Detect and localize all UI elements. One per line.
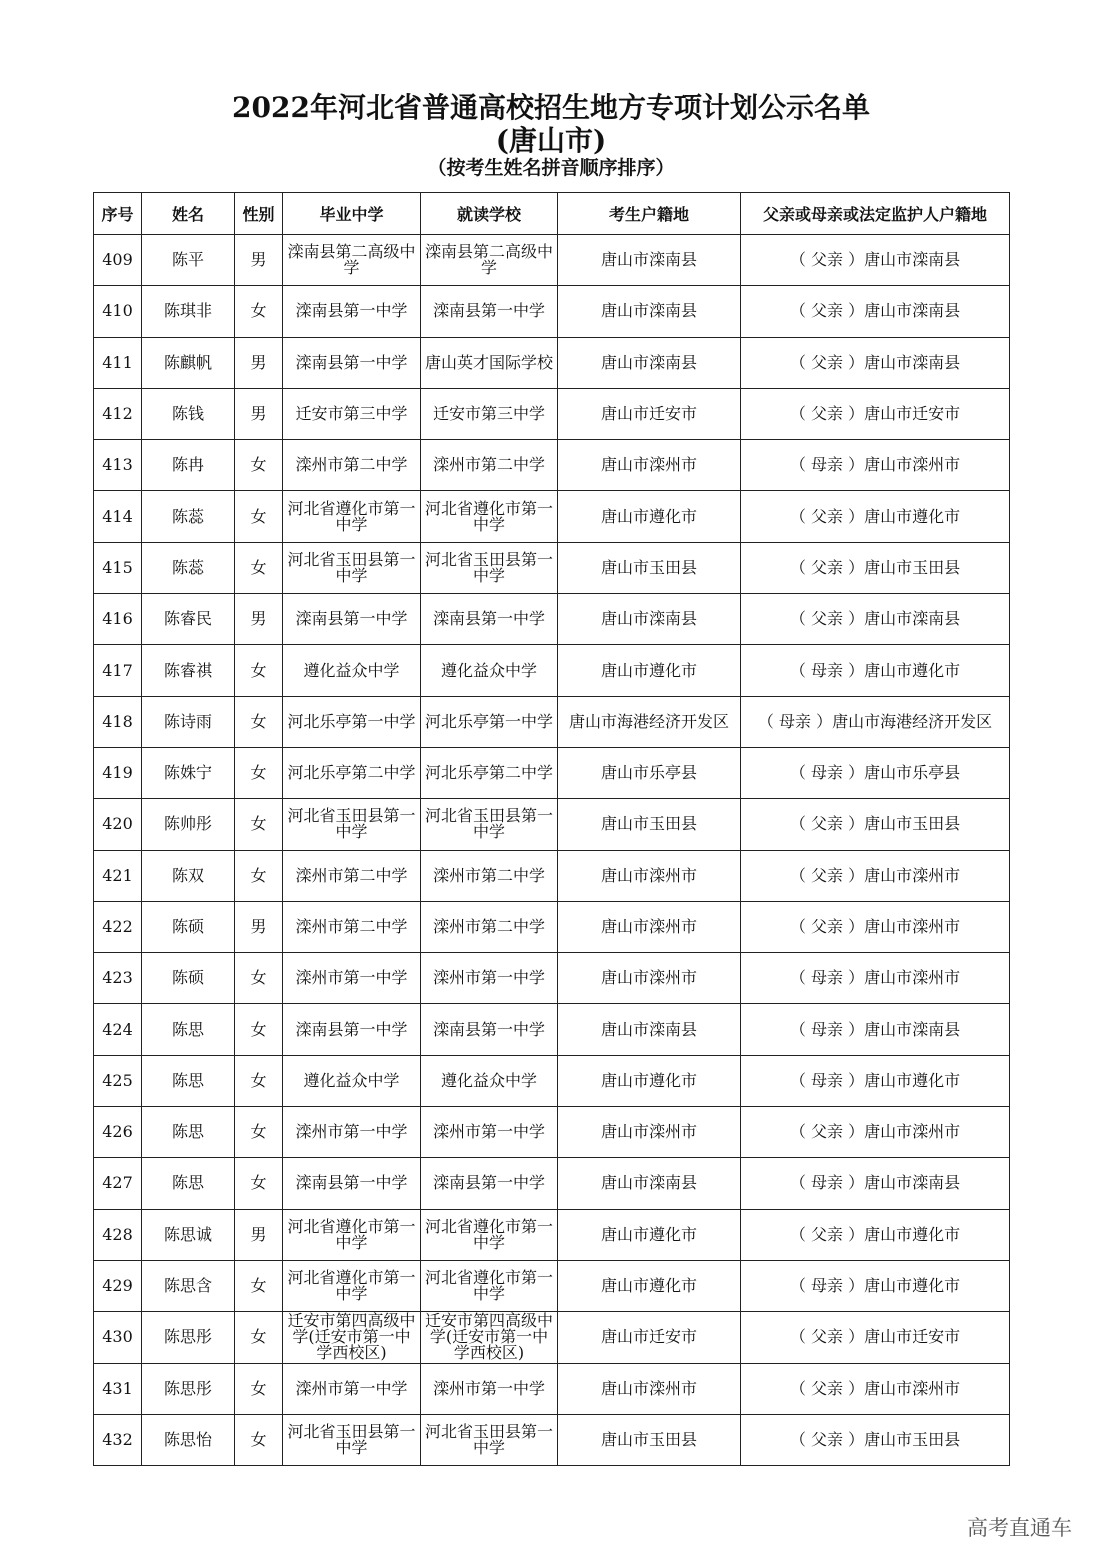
column-header-guardian-hukou: 父亲或母亲或法定监护人户籍地 — [741, 193, 1010, 235]
table-row — [94, 491, 1010, 542]
cell-current-school: 滦州市第一中学 — [421, 1363, 558, 1414]
table-row — [94, 645, 1010, 696]
cell-guardian-hukou: （ 父亲 ）唐山市滦州市 — [741, 850, 1010, 901]
cell-graduation-school: 遵化益众中学 — [283, 645, 421, 696]
cell-guardian-hukou: （ 父亲 ）唐山市迁安市 — [741, 388, 1010, 439]
cell-name: 陈思 — [142, 1004, 235, 1055]
cell-graduation-school: 河北省遵化市第一中学 — [283, 491, 421, 542]
cell-gender: 男 — [235, 1209, 283, 1260]
cell-gender: 女 — [235, 286, 283, 337]
cell-seq: 416 — [94, 594, 142, 645]
cell-gender: 男 — [235, 901, 283, 952]
table-row — [94, 747, 1010, 798]
table-row — [94, 1107, 1010, 1158]
cell-student-hukou: 唐山市海港经济开发区 — [558, 696, 741, 747]
cell-guardian-hukou: （ 父亲 ）唐山市滦南县 — [741, 337, 1010, 388]
cell-guardian-hukou: （ 父亲 ）唐山市遵化市 — [741, 491, 1010, 542]
cell-name: 陈帅彤 — [142, 799, 235, 850]
cell-name: 陈睿民 — [142, 594, 235, 645]
cell-name: 陈诗雨 — [142, 696, 235, 747]
cell-name: 陈思怡 — [142, 1414, 235, 1465]
cell-gender: 女 — [235, 440, 283, 491]
table-row — [94, 594, 1010, 645]
cell-guardian-hukou: （ 母亲 ）唐山市滦州市 — [741, 440, 1010, 491]
table-body — [94, 235, 1010, 1466]
cell-gender: 女 — [235, 491, 283, 542]
cell-name: 陈思 — [142, 1055, 235, 1106]
cell-guardian-hukou: （ 母亲 ）唐山市滦南县 — [741, 1004, 1010, 1055]
cell-graduation-school: 迁安市第三中学 — [283, 388, 421, 439]
cell-current-school: 滦州市第一中学 — [421, 953, 558, 1004]
cell-graduation-school: 滦南县第一中学 — [283, 1004, 421, 1055]
table-row — [94, 953, 1010, 1004]
table-row — [94, 1312, 1010, 1363]
table-row — [94, 1363, 1010, 1414]
cell-student-hukou: 唐山市滦州市 — [558, 1107, 741, 1158]
cell-graduation-school: 河北省遵化市第一中学 — [283, 1209, 421, 1260]
cell-gender: 女 — [235, 1414, 283, 1465]
cell-graduation-school: 滦州市第二中学 — [283, 850, 421, 901]
cell-name: 陈蕊 — [142, 542, 235, 593]
cell-graduation-school: 河北省玉田县第一中学 — [283, 542, 421, 593]
cell-name: 陈琪非 — [142, 286, 235, 337]
cell-student-hukou: 唐山市滦南县 — [558, 286, 741, 337]
cell-gender: 女 — [235, 747, 283, 798]
cell-graduation-school: 滦州市第一中学 — [283, 1107, 421, 1158]
cell-seq: 430 — [94, 1312, 142, 1363]
cell-name: 陈硕 — [142, 901, 235, 952]
column-header-current-school: 就读学校 — [421, 193, 558, 235]
cell-seq: 419 — [94, 747, 142, 798]
cell-graduation-school: 遵化益众中学 — [283, 1055, 421, 1106]
cell-current-school: 滦州市第二中学 — [421, 901, 558, 952]
cell-gender: 女 — [235, 1312, 283, 1363]
cell-gender: 男 — [235, 388, 283, 439]
cell-current-school: 滦州市第二中学 — [421, 850, 558, 901]
table-row — [94, 440, 1010, 491]
cell-current-school: 遵化益众中学 — [421, 645, 558, 696]
cell-current-school: 滦州市第二中学 — [421, 440, 558, 491]
cell-graduation-school: 滦南县第一中学 — [283, 337, 421, 388]
cell-current-school: 河北省遵化市第一中学 — [421, 1209, 558, 1260]
cell-graduation-school: 河北省玉田县第一中学 — [283, 1414, 421, 1465]
cell-gender: 女 — [235, 799, 283, 850]
cell-student-hukou: 唐山市滦南县 — [558, 594, 741, 645]
cell-guardian-hukou: （ 母亲 ）唐山市遵化市 — [741, 1055, 1010, 1106]
cell-student-hukou: 唐山市滦南县 — [558, 1158, 741, 1209]
cell-gender: 女 — [235, 1158, 283, 1209]
cell-guardian-hukou: （ 父亲 ）唐山市滦南县 — [741, 235, 1010, 286]
cell-gender: 女 — [235, 1107, 283, 1158]
table-row — [94, 1158, 1010, 1209]
cell-guardian-hukou: （ 母亲 ）唐山市海港经济开发区 — [741, 696, 1010, 747]
cell-current-school: 滦南县第一中学 — [421, 1158, 558, 1209]
cell-name: 陈冉 — [142, 440, 235, 491]
cell-guardian-hukou: （ 父亲 ）唐山市玉田县 — [741, 542, 1010, 593]
cell-gender: 女 — [235, 542, 283, 593]
cell-student-hukou: 唐山市滦州市 — [558, 1363, 741, 1414]
cell-current-school: 滦南县第一中学 — [421, 594, 558, 645]
table-row — [94, 1260, 1010, 1311]
watermark-text: 高考直通车 — [967, 1516, 1072, 1540]
cell-graduation-school: 河北乐亭第二中学 — [283, 747, 421, 798]
cell-graduation-school: 滦南县第一中学 — [283, 1158, 421, 1209]
column-header-seq: 序号 — [94, 193, 142, 235]
cell-graduation-school: 河北乐亭第一中学 — [283, 696, 421, 747]
cell-guardian-hukou: （ 母亲 ）唐山市遵化市 — [741, 1260, 1010, 1311]
cell-current-school: 滦州市第一中学 — [421, 1107, 558, 1158]
cell-name: 陈钱 — [142, 388, 235, 439]
cell-student-hukou: 唐山市滦州市 — [558, 901, 741, 952]
table-row — [94, 1004, 1010, 1055]
cell-gender: 女 — [235, 645, 283, 696]
cell-guardian-hukou: （ 父亲 ）唐山市玉田县 — [741, 1414, 1010, 1465]
cell-seq: 428 — [94, 1209, 142, 1260]
cell-student-hukou: 唐山市遵化市 — [558, 1055, 741, 1106]
cell-name: 陈睿祺 — [142, 645, 235, 696]
cell-gender: 女 — [235, 850, 283, 901]
cell-seq: 413 — [94, 440, 142, 491]
cell-name: 陈思 — [142, 1158, 235, 1209]
column-header-student-hukou: 考生户籍地 — [558, 193, 741, 235]
cell-student-hukou: 唐山市遵化市 — [558, 1260, 741, 1311]
cell-graduation-school: 滦南县第二高级中学 — [283, 235, 421, 286]
cell-graduation-school: 河北省遵化市第一中学 — [283, 1260, 421, 1311]
cell-current-school: 迁安市第四高级中学(迁安市第一中学西校区) — [421, 1312, 558, 1363]
cell-seq: 422 — [94, 901, 142, 952]
cell-name: 陈硕 — [142, 953, 235, 1004]
cell-student-hukou: 唐山市滦州市 — [558, 440, 741, 491]
cell-guardian-hukou: （ 父亲 ）唐山市滦南县 — [741, 286, 1010, 337]
page-title: 2022年河北省普通高校招生地方专项计划公示名单 — [232, 91, 870, 124]
cell-name: 陈思彤 — [142, 1312, 235, 1363]
cell-guardian-hukou: （ 母亲 ）唐山市滦州市 — [741, 953, 1010, 1004]
table-row — [94, 337, 1010, 388]
sort-note: （按考生姓名拼音顺序排序） — [427, 157, 675, 179]
cell-gender: 女 — [235, 1004, 283, 1055]
cell-name: 陈平 — [142, 235, 235, 286]
cell-current-school: 滦南县第二高级中学 — [421, 235, 558, 286]
cell-name: 陈蕊 — [142, 491, 235, 542]
cell-gender: 男 — [235, 337, 283, 388]
cell-name: 陈双 — [142, 850, 235, 901]
cell-graduation-school: 迁安市第四高级中学(迁安市第一中学西校区) — [283, 1312, 421, 1363]
cell-seq: 415 — [94, 542, 142, 593]
table-header-row — [94, 193, 1010, 235]
cell-student-hukou: 唐山市滦州市 — [558, 953, 741, 1004]
table-row — [94, 1414, 1010, 1465]
cell-graduation-school: 滦南县第一中学 — [283, 286, 421, 337]
cell-name: 陈思诚 — [142, 1209, 235, 1260]
cell-guardian-hukou: （ 父亲 ）唐山市遵化市 — [741, 1209, 1010, 1260]
cell-name: 陈麒帆 — [142, 337, 235, 388]
cell-student-hukou: 唐山市遵化市 — [558, 645, 741, 696]
cell-guardian-hukou: （ 父亲 ）唐山市玉田县 — [741, 799, 1010, 850]
cell-seq: 414 — [94, 491, 142, 542]
cell-name: 陈思彤 — [142, 1363, 235, 1414]
cell-guardian-hukou: （ 母亲 ）唐山市乐亭县 — [741, 747, 1010, 798]
cell-gender: 女 — [235, 696, 283, 747]
cell-guardian-hukou: （ 父亲 ）唐山市滦州市 — [741, 901, 1010, 952]
cell-graduation-school: 滦州市第二中学 — [283, 440, 421, 491]
table-row — [94, 799, 1010, 850]
cell-seq: 431 — [94, 1363, 142, 1414]
roster-table — [93, 192, 1010, 1466]
cell-guardian-hukou: （ 父亲 ）唐山市滦州市 — [741, 1107, 1010, 1158]
table-row — [94, 542, 1010, 593]
cell-current-school: 河北乐亭第二中学 — [421, 747, 558, 798]
cell-seq: 420 — [94, 799, 142, 850]
cell-student-hukou: 唐山市遵化市 — [558, 1209, 741, 1260]
cell-student-hukou: 唐山市滦南县 — [558, 235, 741, 286]
cell-seq: 427 — [94, 1158, 142, 1209]
cell-current-school: 河北省遵化市第一中学 — [421, 1260, 558, 1311]
cell-seq: 424 — [94, 1004, 142, 1055]
cell-current-school: 迁安市第三中学 — [421, 388, 558, 439]
cell-guardian-hukou: （ 母亲 ）唐山市滦南县 — [741, 1158, 1010, 1209]
cell-name: 陈思含 — [142, 1260, 235, 1311]
cell-student-hukou: 唐山市玉田县 — [558, 542, 741, 593]
cell-student-hukou: 唐山市滦南县 — [558, 1004, 741, 1055]
cell-seq: 432 — [94, 1414, 142, 1465]
cell-student-hukou: 唐山市玉田县 — [558, 1414, 741, 1465]
cell-name: 陈姝宁 — [142, 747, 235, 798]
cell-seq: 418 — [94, 696, 142, 747]
page-subtitle: (唐山市) — [495, 124, 607, 157]
cell-current-school: 滦南县第一中学 — [421, 286, 558, 337]
cell-graduation-school: 滦州市第一中学 — [283, 1363, 421, 1414]
cell-gender: 女 — [235, 1260, 283, 1311]
table-row — [94, 850, 1010, 901]
table-row — [94, 388, 1010, 439]
cell-seq: 417 — [94, 645, 142, 696]
table-row — [94, 286, 1010, 337]
cell-guardian-hukou: （ 父亲 ）唐山市迁安市 — [741, 1312, 1010, 1363]
cell-student-hukou: 唐山市滦州市 — [558, 850, 741, 901]
cell-seq: 421 — [94, 850, 142, 901]
cell-student-hukou: 唐山市迁安市 — [558, 388, 741, 439]
cell-student-hukou: 唐山市玉田县 — [558, 799, 741, 850]
cell-gender: 男 — [235, 235, 283, 286]
cell-seq: 412 — [94, 388, 142, 439]
cell-seq: 410 — [94, 286, 142, 337]
cell-graduation-school: 河北省玉田县第一中学 — [283, 799, 421, 850]
cell-current-school: 河北省遵化市第一中学 — [421, 491, 558, 542]
cell-current-school: 河北省玉田县第一中学 — [421, 799, 558, 850]
cell-guardian-hukou: （ 母亲 ）唐山市遵化市 — [741, 645, 1010, 696]
cell-gender: 女 — [235, 953, 283, 1004]
cell-seq: 411 — [94, 337, 142, 388]
cell-current-school: 滦南县第一中学 — [421, 1004, 558, 1055]
cell-current-school: 河北省玉田县第一中学 — [421, 542, 558, 593]
cell-guardian-hukou: （ 父亲 ）唐山市滦南县 — [741, 594, 1010, 645]
cell-guardian-hukou: （ 父亲 ）唐山市滦州市 — [741, 1363, 1010, 1414]
cell-student-hukou: 唐山市滦南县 — [558, 337, 741, 388]
cell-seq: 429 — [94, 1260, 142, 1311]
cell-student-hukou: 唐山市遵化市 — [558, 491, 741, 542]
column-header-name: 姓名 — [142, 193, 235, 235]
cell-current-school: 河北乐亭第一中学 — [421, 696, 558, 747]
cell-seq: 426 — [94, 1107, 142, 1158]
column-header-graduation-school: 毕业中学 — [283, 193, 421, 235]
cell-graduation-school: 滦州市第二中学 — [283, 901, 421, 952]
cell-gender: 女 — [235, 1055, 283, 1106]
cell-current-school: 河北省玉田县第一中学 — [421, 1414, 558, 1465]
cell-current-school: 遵化益众中学 — [421, 1055, 558, 1106]
table-row — [94, 1055, 1010, 1106]
column-header-gender: 性别 — [235, 193, 283, 235]
cell-name: 陈思 — [142, 1107, 235, 1158]
table-row — [94, 235, 1010, 286]
table-row — [94, 696, 1010, 747]
cell-gender: 男 — [235, 594, 283, 645]
cell-graduation-school: 滦南县第一中学 — [283, 594, 421, 645]
table-row — [94, 901, 1010, 952]
cell-current-school: 唐山英才国际学校 — [421, 337, 558, 388]
cell-student-hukou: 唐山市迁安市 — [558, 1312, 741, 1363]
cell-seq: 425 — [94, 1055, 142, 1106]
cell-seq: 423 — [94, 953, 142, 1004]
cell-gender: 女 — [235, 1363, 283, 1414]
table-row — [94, 1209, 1010, 1260]
cell-graduation-school: 滦州市第一中学 — [283, 953, 421, 1004]
cell-student-hukou: 唐山市乐亭县 — [558, 747, 741, 798]
cell-seq: 409 — [94, 235, 142, 286]
